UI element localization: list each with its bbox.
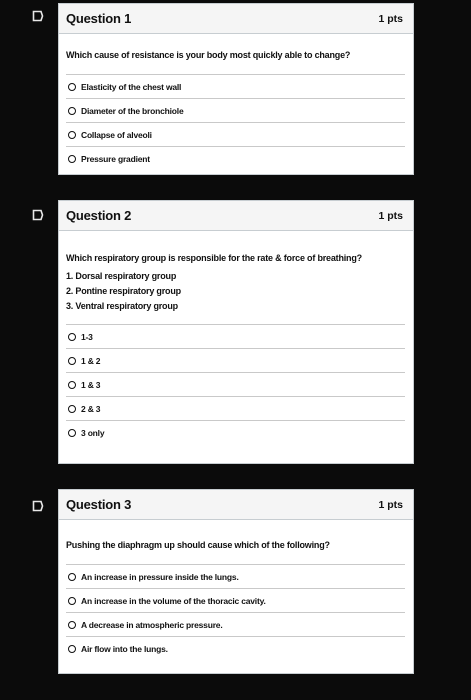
radio-icon[interactable] [68,381,76,389]
flag-icon[interactable] [32,500,44,512]
list-item: 1. Dorsal respiratory group [66,271,177,281]
question-body [59,520,413,668]
answer-option[interactable] [66,122,405,146]
answer-option[interactable] [66,636,405,660]
answer-option[interactable] [66,74,405,98]
answer-option[interactable] [66,564,405,588]
answer-option[interactable] [66,98,405,122]
radio-icon[interactable] [68,131,76,139]
radio-icon[interactable] [68,645,76,653]
answer-label: 3 only [81,427,105,438]
question-header [59,201,413,231]
question-title: Question 3 [66,497,132,512]
radio-icon[interactable] [68,429,76,437]
question-points: 1 pts [378,12,403,25]
radio-icon[interactable] [68,333,76,341]
answer-label: An increase in pressure inside the lungs. [81,571,239,582]
answer-label: 1-3 [81,331,93,342]
answer-list [66,324,405,444]
radio-icon[interactable] [68,597,76,605]
question-card-2 [58,200,414,464]
question-points: 1 pts [378,498,403,511]
question-body [59,34,413,178]
answer-option[interactable] [66,146,405,170]
answer-label: 2 & 3 [81,403,101,414]
question-body [59,231,413,452]
radio-icon[interactable] [68,405,76,413]
answer-list [66,564,405,660]
flag-icon[interactable] [32,209,44,221]
question-prompt: Which cause of resistance is your body most quickly able to change? [66,50,351,60]
answer-option[interactable] [66,612,405,636]
answer-option[interactable] [66,348,405,372]
question-points: 1 pts [378,209,403,222]
radio-icon[interactable] [68,155,76,163]
answer-label: Air flow into the lungs. [81,643,168,654]
question-header [59,490,413,520]
list-item: 3. Ventral respiratory group [66,301,178,311]
answer-label: Diameter of the bronchiole [81,105,184,116]
answer-option[interactable] [66,396,405,420]
numbered-list [66,269,405,314]
answer-label: 1 & 2 [81,355,101,366]
list-item: 2. Pontine respiratory group [66,286,181,296]
answer-option[interactable] [66,420,405,444]
question-header [59,4,413,34]
answer-option[interactable] [66,372,405,396]
radio-icon[interactable] [68,107,76,115]
answer-option[interactable] [66,324,405,348]
radio-icon[interactable] [68,357,76,365]
answer-label: Elasticity of the chest wall [81,81,182,92]
question-prompt: Which respiratory group is responsible for the rate & force of breathing? [66,253,362,263]
question-title: Question 2 [66,208,132,223]
answer-label: An increase in the volume of the thoracic cavity. [81,595,266,606]
question-title: Question 1 [66,11,132,26]
question-prompt: Pushing the diaphragm up should cause which of the following? [66,540,330,550]
answer-label: A decrease in atmospheric pressure. [81,619,223,630]
answer-label: Collapse of alveoli [81,129,152,140]
radio-icon[interactable] [68,83,76,91]
question-card-1 [58,3,414,175]
radio-icon[interactable] [68,621,76,629]
answer-label: 1 & 3 [81,379,101,390]
answer-label: Pressure gradient [81,153,150,164]
radio-icon[interactable] [68,573,76,581]
flag-icon[interactable] [32,10,44,22]
answer-option[interactable] [66,588,405,612]
question-card-3 [58,489,414,674]
answer-list [66,74,405,170]
